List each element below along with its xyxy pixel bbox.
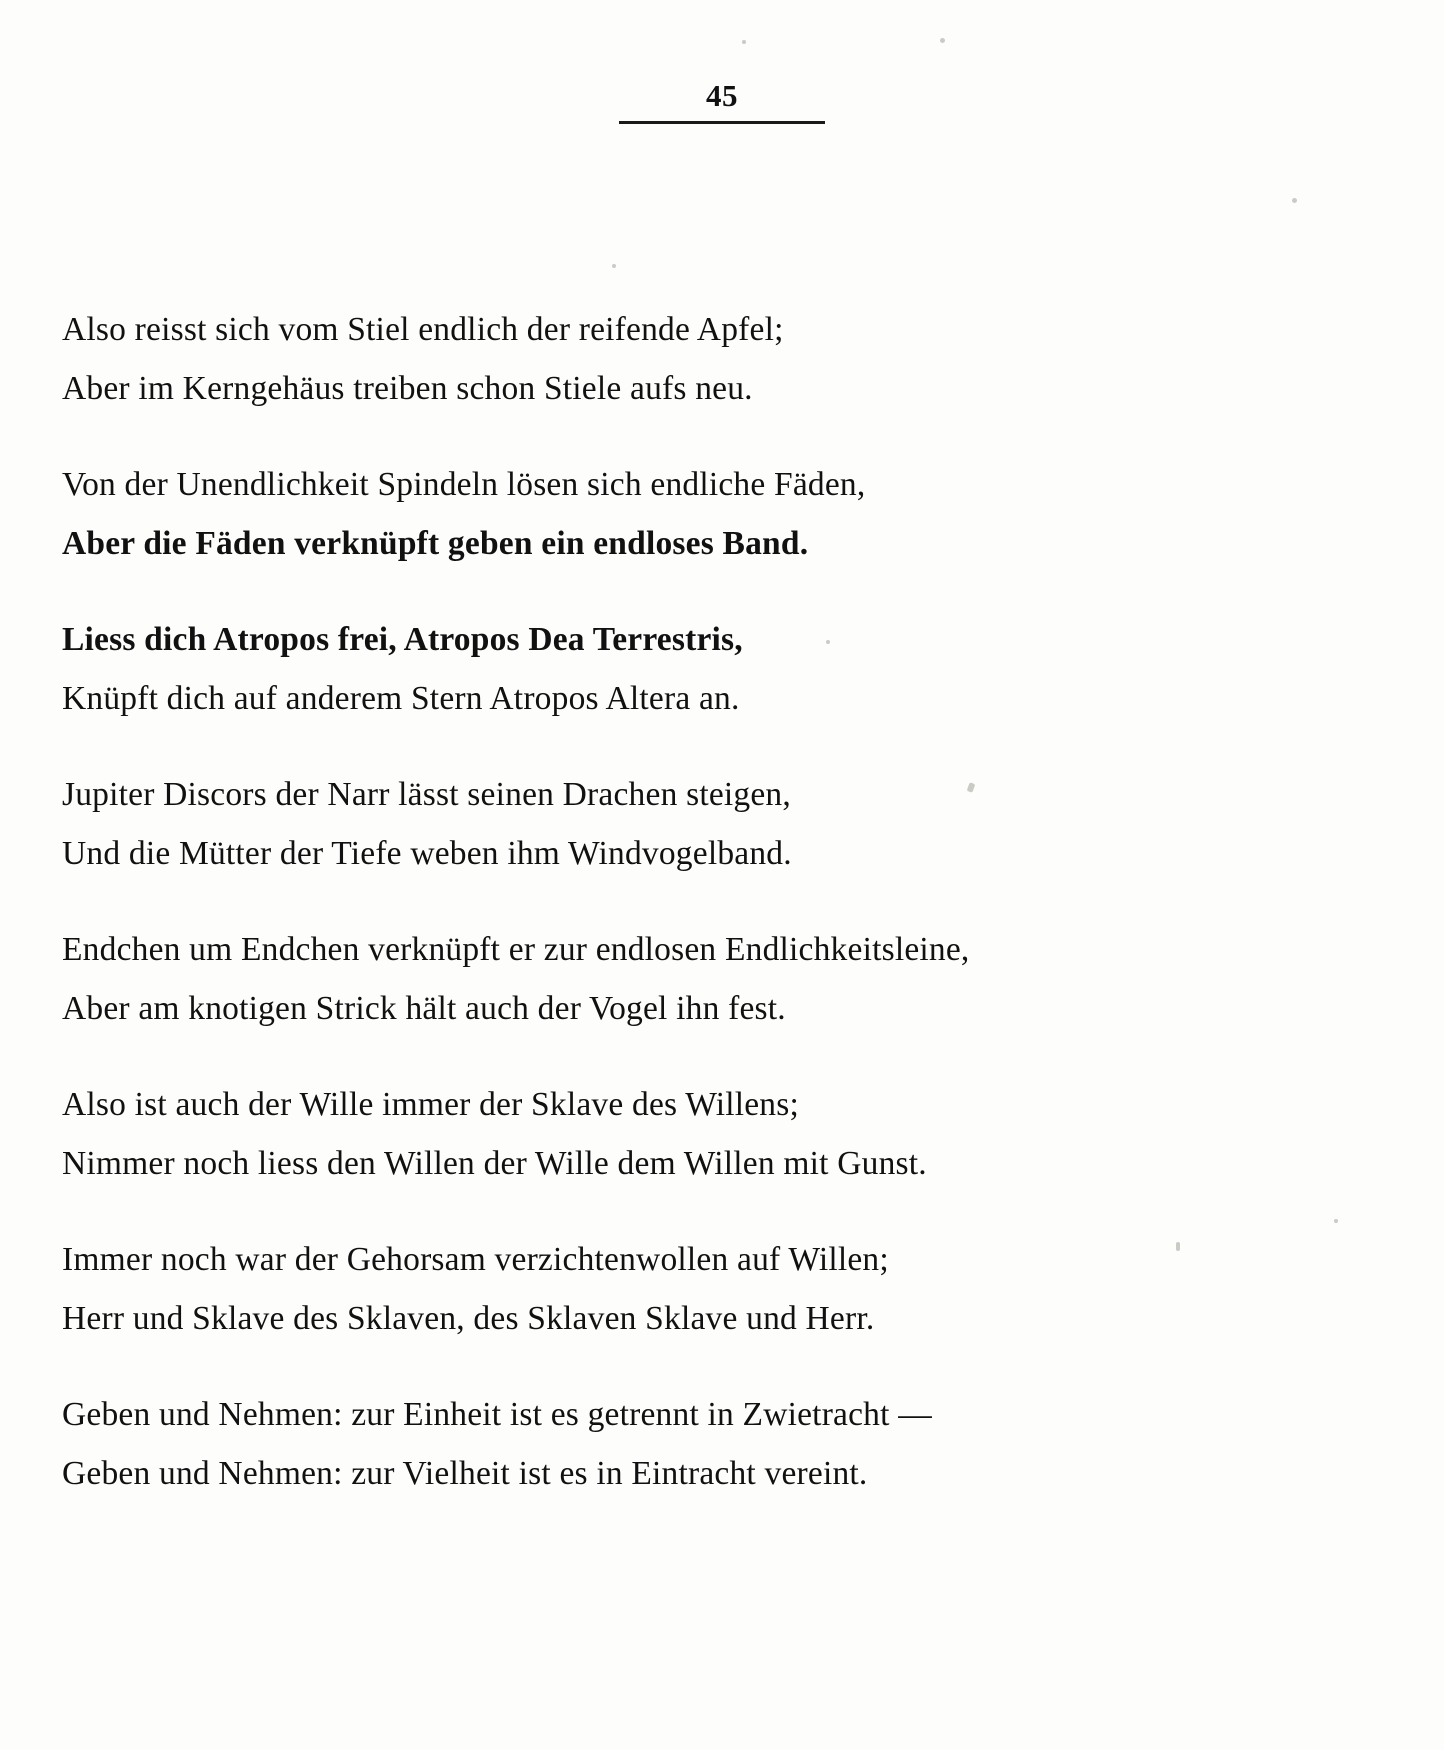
poem-line: Endchen um Endchen verknüpft er zur endlosen Endlichkeitsleine,	[62, 931, 970, 968]
poem-line: Liess dich Atropos frei, Atropos Dea Terrestris,	[62, 621, 743, 658]
scan-speck	[742, 40, 746, 44]
poem-line: Aber im Kerngehäus treiben schon Stiele aufs neu.	[62, 370, 753, 407]
poem-stanza	[62, 765, 1382, 883]
page-header	[0, 78, 1444, 124]
header-rule	[619, 121, 825, 124]
poem-stanza	[62, 300, 1382, 418]
scan-speck	[826, 640, 830, 644]
scan-speck	[612, 264, 616, 268]
poem-line: Knüpft dich auf anderem Stern Atropos Altera an.	[62, 680, 740, 717]
poem-line: Und die Mütter der Tiefe weben ihm Windvogelband.	[62, 835, 792, 872]
poem-body	[62, 300, 1382, 1503]
poem-line: Nimmer noch liess den Willen der Wille dem Willen mit Gunst.	[62, 1145, 927, 1182]
page-number: 45	[706, 78, 738, 113]
poem-stanza	[62, 1385, 1382, 1503]
poem-line: Jupiter Discors der Narr lässt seinen Drachen steigen,	[62, 776, 791, 813]
scan-speck	[1176, 1242, 1180, 1251]
poem-line: Also reisst sich vom Stiel endlich der reifende Apfel;	[62, 311, 784, 348]
scan-speck	[940, 38, 945, 43]
poem-line: Von der Unendlichkeit Spindeln lösen sich endliche Fäden,	[62, 466, 866, 503]
poem-line: Also ist auch der Wille immer der Sklave des Willens;	[62, 1086, 800, 1123]
poem-line: Aber am knotigen Strick hält auch der Vogel ihn fest.	[62, 990, 786, 1027]
scan-speck	[1292, 198, 1297, 203]
poem-stanza	[62, 610, 1382, 728]
poem-stanza	[62, 920, 1382, 1038]
poem-line: Herr und Sklave des Sklaven, des Sklaven Sklave und Herr.	[62, 1300, 875, 1337]
poem-stanza	[62, 1075, 1382, 1193]
poem-stanza	[62, 455, 1382, 573]
poem-line: Immer noch war der Gehorsam verzichtenwollen auf Willen;	[62, 1241, 889, 1278]
poem-line: Geben und Nehmen: zur Vielheit ist es in Eintracht vereint.	[62, 1455, 868, 1492]
scan-speck	[1334, 1219, 1338, 1223]
poem-stanza	[62, 1230, 1382, 1348]
poem-line: Geben und Nehmen: zur Einheit ist es getrennt in Zwietracht —	[62, 1396, 932, 1433]
poem-line: Aber die Fäden verknüpft geben ein endloses Band.	[62, 525, 809, 562]
